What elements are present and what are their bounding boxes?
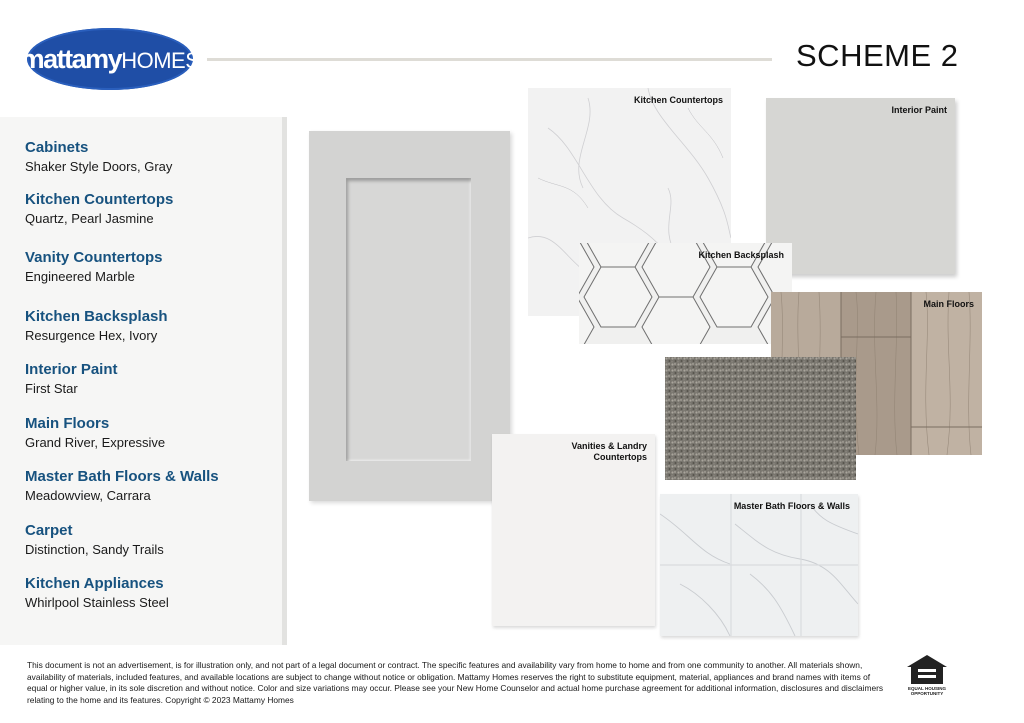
cabinet-door-swatch	[309, 131, 510, 501]
legal-disclaimer: This document is not an advertisement, is for illustration only, and not part of a legal document or contract. The specific features and availability vary from home to home and from one community to another. All materials shown, availability of materials, included features, and available locations are subject to change without notice or obligation. Mattamy Homes reserves the right to substitute equipment, material, appliances and brand names with items of equal or higher value, in its sole discretion and without notice. Color and size variations may occur. Please see your New Home Counselor and actual home purchase agreement for additional information, disclosures and disclaimers relating to the home and its features. Copyright © 2023 Mattamy Homes	[27, 660, 884, 705]
spec-label: Vanity Countertops	[25, 249, 163, 266]
spec-label: Carpet	[25, 522, 73, 539]
spec-label: Kitchen Appliances	[25, 575, 164, 592]
spec-value: Grand River, Expressive	[25, 435, 166, 450]
spec-carpet	[25, 522, 164, 558]
spec-main-floors	[25, 415, 165, 451]
master-bath-swatch	[660, 494, 858, 636]
house-icon	[903, 653, 951, 687]
logo-word-mattamy: mattamy	[20, 43, 122, 74]
spec-vanity-countertops	[25, 249, 163, 285]
spec-label: Kitchen Countertops	[25, 191, 174, 208]
scheme-title: SCHEME 2	[796, 38, 959, 73]
spec-value: Resurgence Hex, Ivory	[25, 328, 158, 343]
spec-value: Meadowview, Carrara	[25, 488, 151, 503]
interior-paint-swatch	[766, 98, 955, 274]
cabinet-recessed-panel	[346, 178, 471, 461]
swatch-label: Main Floors	[923, 299, 974, 309]
eho-line2: OPPORTUNITY	[910, 691, 944, 696]
logo-word-homes: HOMES	[121, 47, 200, 73]
kitchen-backsplash-swatch	[579, 243, 792, 344]
swatch-label: Kitchen Backsplash	[698, 250, 784, 260]
spec-kitchen-backsplash	[25, 308, 168, 344]
swatch-label-line1: Vanities & Landry	[571, 441, 647, 451]
spec-value: Engineered Marble	[25, 269, 135, 284]
specs-sidebar	[0, 117, 287, 645]
spec-kitchen-countertops	[25, 191, 173, 227]
swatch-label: Interior Paint	[891, 105, 947, 115]
carpet-texture	[665, 357, 856, 480]
spec-cabinets	[25, 139, 172, 175]
spec-master-bath	[25, 468, 219, 504]
eho-caption	[903, 686, 951, 696]
carpet-swatch	[665, 357, 856, 480]
logo-text	[21, 44, 200, 75]
spec-label: Cabinets	[25, 139, 89, 156]
swatch-label-line2: Countertops	[593, 452, 647, 462]
spec-interior-paint	[25, 361, 118, 397]
spec-value: Shaker Style Doors, Gray	[25, 159, 173, 174]
spec-value: First Star	[25, 381, 78, 396]
spec-label: Kitchen Backsplash	[25, 308, 168, 325]
spec-value: Whirlpool Stainless Steel	[25, 595, 169, 610]
swatch-label: Kitchen Countertops	[634, 95, 723, 105]
spec-value: Quartz, Pearl Jasmine	[25, 211, 154, 226]
marble-tile-grid	[660, 494, 858, 636]
vanity-countertops-swatch	[492, 434, 655, 626]
swatch-label	[571, 441, 647, 463]
mattamy-homes-logo	[20, 28, 200, 90]
header-divider	[207, 58, 772, 61]
spec-kitchen-appliances	[25, 575, 169, 611]
spec-label: Master Bath Floors & Walls	[25, 468, 219, 485]
equal-housing-opportunity-logo	[903, 653, 951, 699]
swatch-label: Master Bath Floors & Walls	[733, 501, 850, 511]
spec-label: Main Floors	[25, 415, 110, 432]
spec-label: Interior Paint	[25, 361, 118, 378]
spec-value: Distinction, Sandy Trails	[25, 542, 164, 557]
eho-line1: EQUAL HOUSING	[908, 686, 946, 691]
